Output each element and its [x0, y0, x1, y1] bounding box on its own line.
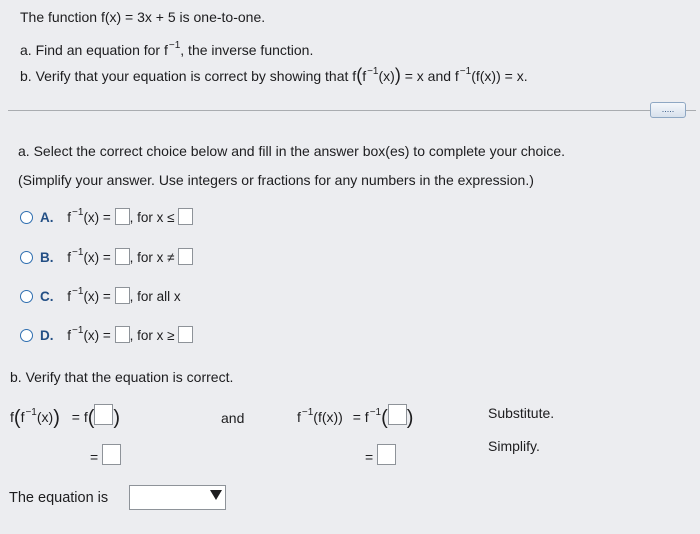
choice-c-cond: , for all x	[129, 289, 181, 304]
substitute-label: Substitute.	[488, 405, 555, 421]
part-b-prompt: b. Verify that your equation is correct by showing that $f(f^{-1}(x)) = x$ and $f^{-1}(f(x)) = x$.	[20, 65, 528, 85]
left-simplify-row	[90, 444, 121, 465]
chevron-down-icon[interactable]	[210, 490, 222, 500]
right-expr-arg: (f(x))	[313, 409, 343, 425]
left-expr-f: f	[10, 409, 14, 425]
part-b-prefix: b. Verify that your equation is correct by showing that f	[20, 68, 357, 84]
part-b-inner: (x)	[378, 68, 395, 84]
choice-b-expr: f	[67, 250, 72, 265]
right-simplify-box[interactable]	[377, 444, 396, 465]
choice-a[interactable]	[40, 208, 193, 225]
simplify-label: Simplify.	[488, 438, 540, 454]
left-eq: = f	[71, 409, 88, 425]
left-expr-arg: (x)	[36, 409, 54, 425]
choice-a-cond: , for x ≤	[129, 210, 175, 225]
choice-d-answer-box[interactable]	[115, 326, 130, 343]
right-expr-f: f	[297, 409, 301, 425]
left-verification: $f(f^{-1}(x)) = f$( )	[10, 404, 120, 430]
part-b-sup-1: −1	[367, 66, 379, 77]
choice-b-answer-box[interactable]	[115, 248, 130, 265]
choice-b-arg: (x) =	[83, 250, 111, 265]
choice-d-radio[interactable]	[20, 329, 33, 342]
choice-d-sup: −1	[72, 325, 84, 336]
choice-a-sup: −1	[72, 207, 84, 218]
part-a-sup: −1	[168, 40, 181, 51]
choice-d-cond: , for x ≥	[129, 328, 175, 343]
choice-b-cond: , for x ≠	[129, 250, 175, 265]
left-substitute-box[interactable]	[94, 404, 113, 425]
more-button[interactable]: .....	[650, 102, 686, 118]
part-a-prompt	[20, 42, 313, 58]
part-a-suffix: , the inverse function.	[180, 42, 314, 58]
choice-b-condition-box[interactable]	[178, 248, 193, 265]
choice-c-answer-box[interactable]	[115, 287, 130, 304]
part-b-sup-2: −1	[459, 66, 472, 77]
section-a-instruction: a. Select the correct choice below and fill in the answer box(es) to complete your choice.	[18, 143, 566, 159]
choice-c-radio[interactable]	[20, 290, 33, 303]
right-substitute-box[interactable]	[388, 404, 407, 425]
choice-a-arg: (x) =	[83, 210, 111, 225]
section-b-instruction: b. Verify that the equation is correct.	[10, 369, 234, 385]
part-b-mid: = x and f	[404, 68, 459, 84]
choice-c-letter: C.	[40, 289, 54, 304]
choice-d-letter: D.	[40, 328, 54, 343]
choice-a-radio[interactable]	[20, 211, 33, 224]
choice-a-answer-box[interactable]	[115, 208, 130, 225]
right-expr-sup: −1	[301, 407, 314, 418]
choice-d-arg: (x) =	[83, 328, 111, 343]
choice-b[interactable]	[40, 248, 193, 265]
right-eq: = f	[352, 409, 369, 425]
problem-statement: The function f(x) = 3x + 5 is one-to-one.	[20, 9, 266, 25]
left-simplify-equals: =	[90, 449, 99, 465]
choice-c-expr: f	[67, 289, 72, 304]
choice-a-condition-box[interactable]	[178, 208, 193, 225]
choice-d-condition-box[interactable]	[178, 326, 193, 343]
right-verification: $f^{-1}(f(x)) = f^{-1}$( )	[297, 404, 413, 430]
part-a-prefix: a. Find an equation for f	[20, 42, 168, 58]
choice-c[interactable]	[40, 287, 181, 304]
right-eq-sup: −1	[369, 407, 382, 418]
choice-c-sup: −1	[72, 286, 84, 297]
section-divider	[8, 110, 696, 111]
section-a-note: (Simplify your answer. Use integers or fractions for any numbers in the expression.)	[18, 172, 534, 188]
choice-a-expr: f	[67, 210, 72, 225]
choice-c-arg: (x) =	[83, 289, 111, 304]
right-simplify-row	[365, 444, 396, 465]
left-simplify-box[interactable]	[102, 444, 121, 465]
choice-b-letter: B.	[40, 250, 54, 265]
choice-b-sup: −1	[72, 247, 84, 258]
right-simplify-equals: =	[365, 449, 374, 465]
conclusion-label: The equation is	[9, 490, 109, 506]
choice-d[interactable]	[40, 326, 193, 343]
choice-a-letter: A.	[40, 210, 54, 225]
left-expr-sup: −1	[25, 407, 37, 418]
choice-b-radio[interactable]	[20, 251, 33, 264]
and-label: and	[221, 410, 245, 426]
equation-correctness-dropdown[interactable]	[129, 485, 226, 510]
choice-d-expr: f	[67, 328, 72, 343]
part-b-tail: (f(x)) = x.	[471, 68, 528, 84]
